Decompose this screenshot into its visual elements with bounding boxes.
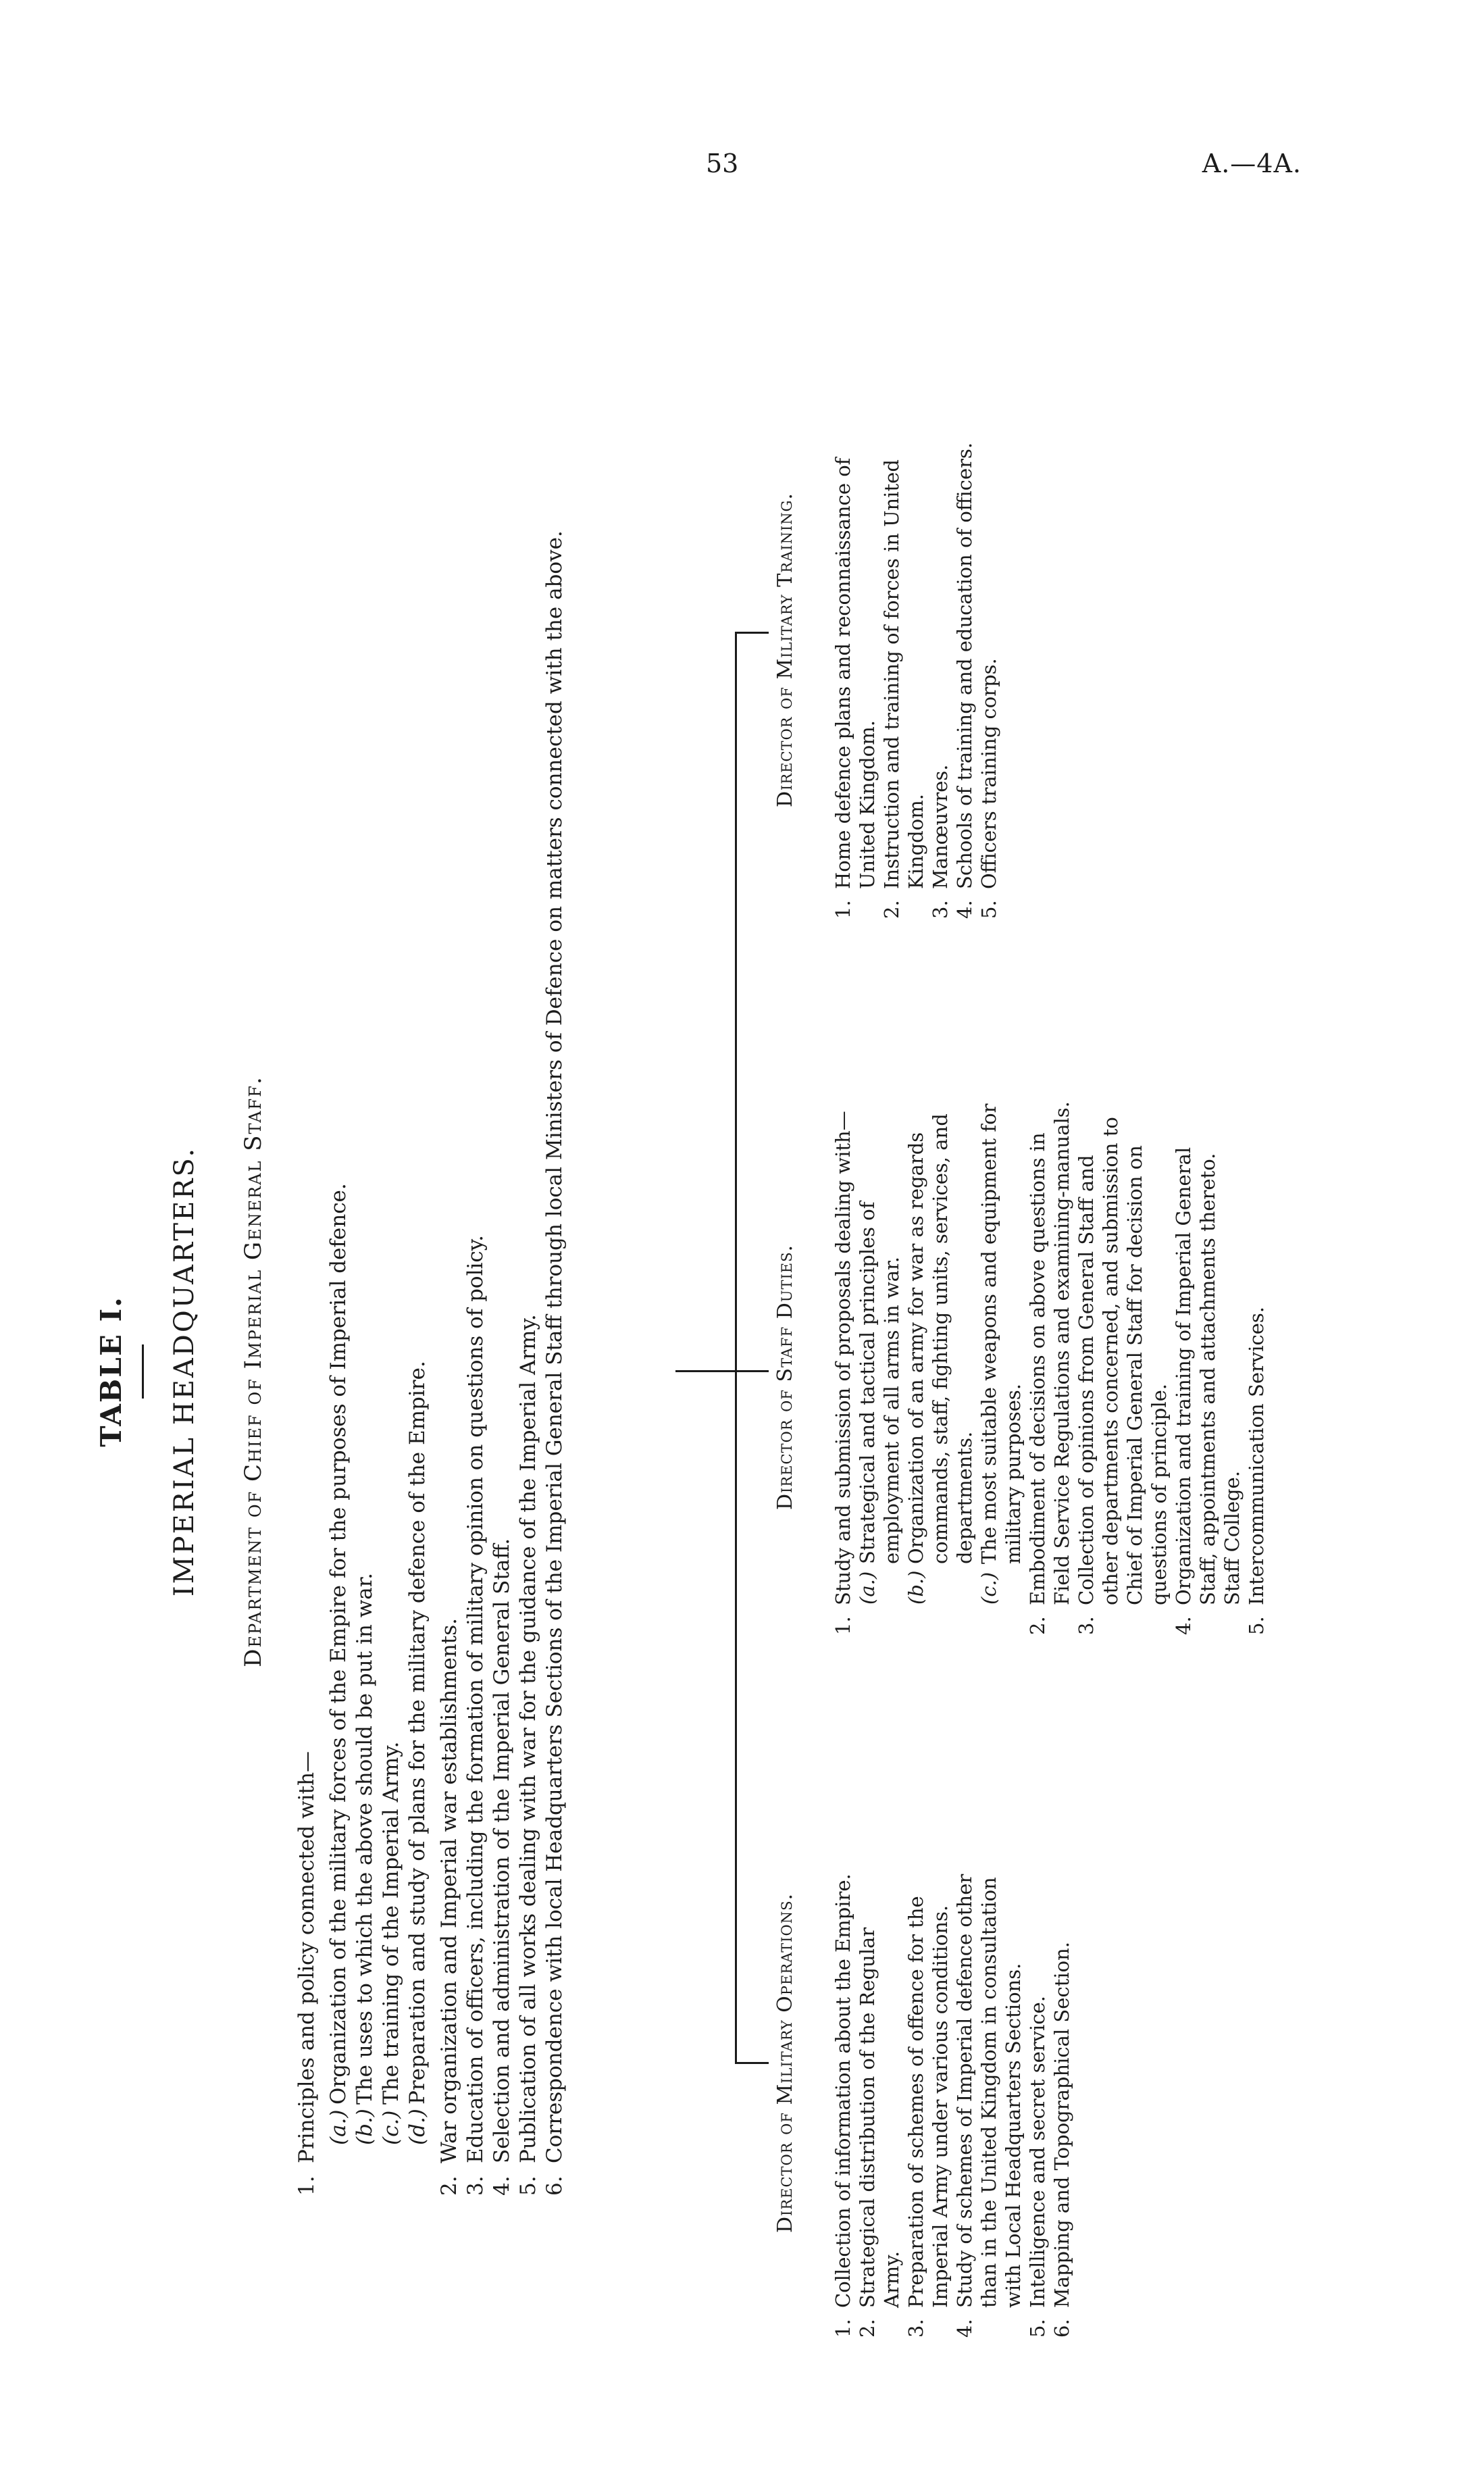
- duty-sub-item: (d.) Preparation and study of plans for the military defence of the Empire.: [405, 1361, 430, 2145]
- org-branch-line: [735, 632, 737, 2064]
- staff-duties-duties: [831, 1101, 1269, 1635]
- page-header: [0, 149, 1484, 189]
- page-reference: A.—4A.: [1202, 149, 1302, 178]
- rotated-table-content: [95, 324, 1268, 2419]
- list-sub-item: (b.) Organization of an army for war as regards commands, staff, fighting units, services, and departments.: [904, 1113, 976, 1605]
- list-item: 3. Collection of opinions from General Staff and other departments concerned, and submission to Chief of Imperial General Staff for decision on questions of principle.: [1075, 1117, 1171, 1635]
- duty-item: 4. Selection and administration of the Imperial General Staff.: [490, 1538, 514, 2196]
- org-trunk-line: [675, 1370, 736, 1372]
- list-item: 4. Organization and training of Imperial General Staff, appointments and attachments thereto. Staff College.: [1172, 1147, 1244, 1635]
- list-item: 1. Study and submission of proposals dealing with—: [831, 1111, 854, 1635]
- director-training-heading: Director of Military Training.: [773, 493, 797, 807]
- duty-item: 5. Publication of all works dealing with war for the guidance of the Imperial Army.: [516, 1314, 540, 2196]
- department-duties: [294, 405, 568, 2196]
- training-duties: [831, 405, 1001, 919]
- title-rule: [142, 1344, 144, 1399]
- list-item: 3. Preparation of schemes of offence for the Imperial Army under various conditions.: [904, 1896, 952, 2338]
- duty-sub-item: (a.) Organization of the military forces of the Empire for the purposes of Imperial defence.: [326, 1183, 351, 2145]
- list-item: 2. Instruction and training of forces in United Kingdom.: [880, 459, 927, 919]
- org-drop-line-staff-duties: [735, 1370, 769, 1372]
- org-drop-line-operations: [735, 2062, 769, 2064]
- duty-sub-item: (b.) The uses to which the above should be put in war.: [353, 1572, 377, 2145]
- list-item: 4. Schools of training and education of officers.: [953, 442, 976, 919]
- page-number: 53: [706, 149, 739, 178]
- duty-sub-items: [326, 405, 431, 2145]
- director-staff-duties-heading: Director of Staff Duties.: [773, 1244, 797, 1510]
- list-item: 5. Intercommunication Services.: [1245, 1306, 1268, 1635]
- org-drop-line-training: [735, 632, 769, 634]
- list-item: 2. Strategical distribution of the Regular Army.: [856, 1927, 903, 2338]
- list-item: 1. Collection of information about the Empire.: [831, 1873, 854, 2338]
- list-item: 5. Intelligence and secret service.: [1026, 1996, 1049, 2338]
- list-item: 2. Embodiment of decisions on above questions in Field Service Regulations and examining-manuals.: [1026, 1101, 1073, 1635]
- list-item: 1. Home defence plans and reconnaissance of United Kingdom.: [831, 457, 879, 919]
- list-item: 4. Study of schemes of Imperial defence other than in the United Kingdom in consultation with Local Headquarters Sections.: [953, 1873, 1025, 2338]
- duty-item: 3. Education of officers, including the formation of military opinion on questions of policy.: [463, 1234, 488, 2196]
- list-item: 3. Manœuvres.: [929, 764, 952, 919]
- duty-item: 1. Principles and policy connected with—: [295, 1751, 319, 2196]
- duty-sub-item: (c.) The training of the Imperial Army.: [379, 1741, 403, 2145]
- table-title: TABLE I.: [95, 1296, 128, 1447]
- director-operations-heading: Director of Military Operations.: [773, 1893, 797, 2233]
- list-item: 6. Mapping and Topographical Section.: [1050, 1942, 1073, 2338]
- list-sub-item: (c.) The most suitable weapons and equipment for military purposes.: [977, 1103, 1025, 1605]
- duty-item: 6. Correspondence with local Headquarters Sections of the Imperial General Staff through local Ministers of Defence on matters connected with the above.: [542, 530, 567, 2196]
- main-title: IMPERIAL HEADQUARTERS.: [169, 1146, 200, 1597]
- operations-duties: [831, 1865, 1074, 2338]
- list-sub-item: (a.) Strategical and tactical principles of employment of all arms in war.: [856, 1201, 903, 1605]
- list-item: 5. Officers training corps.: [977, 658, 1000, 919]
- duty-item: 2. War organization and Imperial war establishments.: [437, 1618, 461, 2196]
- department-title: Department of Chief of Imperial General Staff.: [240, 1076, 267, 1667]
